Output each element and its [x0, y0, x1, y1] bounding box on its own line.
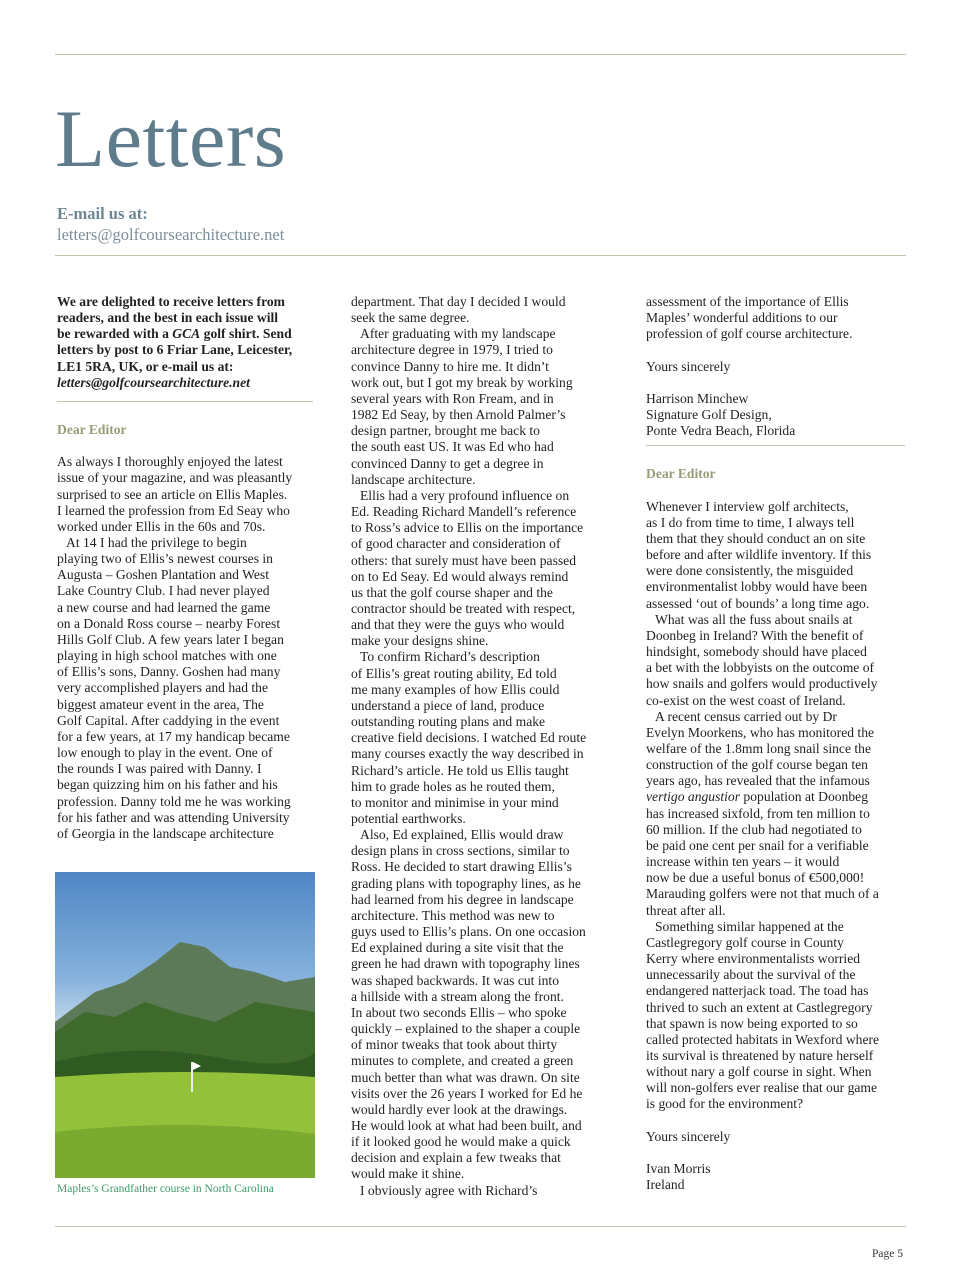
photo-caption: Maples’s Grandfather course in North Carolina — [57, 1183, 274, 1195]
letter-signature: Ivan Morris Ireland — [646, 1161, 711, 1193]
golf-course-image — [55, 872, 315, 1178]
letter-paragraph: department. That day I decided I would seek the same degree. — [351, 294, 566, 326]
page-title: Letters — [55, 93, 287, 184]
divider — [57, 401, 313, 402]
divider — [646, 445, 905, 446]
census-text: population at Doonbeg has increased sixfold, from ten million to 60 million. If the club had negotiated to be paid one cent per snail for a verifiable increase within ten years – it would now be due a useful bonus of €500,000! Marauding golfers were not that much of a threat after all. — [646, 789, 879, 918]
intro-text: golf shirt. Send letters by post to 6 Friar Lane, Leicester, LE1 5RA, UK, or e-mail us at: — [57, 326, 293, 374]
letter-paragraph: At 14 I had the privilege to begin playing two of Ellis’s newest courses in Augusta – Goshen Plantation and West Lake Country Club. I had never played a new course and had learned the game on a Donald Ross course – nearby Forest Hills Golf Club. A few years later I began playing in high school matches with one of Ellis’s sons, Danny. Goshen had many very accomplished players and had the biggest amateur event in the area, The Golf Capital. After caddying in the event for a few years, at 17 my handicap became low enough to play in the event. One of the rounds I was paired with Danny. I began quizzing him on his father and his profession. Danny told me he was working for his father and was attending University of Georgia in the landscape architecture — [57, 535, 291, 841]
top-rule — [55, 54, 906, 55]
letter-paragraph: Also, Ed explained, Ellis would draw design plans in cross sections, similar to Ross. He decided to start drawing Ellis’s grading plans with topography lines, as he had learned from his degree in landscape architecture. This method was new to guys used to Ellis’s plans. On one occasion Ed explained during a site visit that the green he had drawn with topography lines was shaped backwards. It was cut into a hillside with a stream along the front. In about two seconds Ellis – who spoke quickly – explained to the shaper a couple of minor tweaks that took about thirty minutes to complete, and created a green much better than what was drawn. On site visits over the 26 years I worked for Ed he would hardly ever look at the drawings. He would look at what had been built, and if it looked good he would make a quick decision and explain a few tweaks that would make it shine. — [351, 827, 586, 1182]
email-label: E-mail us at: — [57, 204, 148, 223]
letter-paragraph: What was all the fuss about snails at Doonbeg in Ireland? With the benefit of hindsight, somebody should have placed a bet with the lobbyists on the outcome of how snails and golfers would productively co-exist on the west coast of Ireland. — [646, 611, 878, 708]
letter-paragraph: I obviously agree with Richard’s — [360, 1182, 538, 1198]
letter-heading: Dear Editor — [57, 421, 127, 437]
letter-paragraph: Whenever I interview golf architects, as I do from time to time, I always tell them that they should conduct an on site before and after wildlife inventory. If this were done consistently, the misguided environmentalist lobby would have been assessed ‘out of bounds’ a long time ago. — [646, 498, 872, 611]
letter-heading: Dear Editor — [646, 466, 716, 482]
letter-paragraph: As always I thoroughly enjoyed the latest issue of your magazine, and was pleasantly surprised to see an article on Ellis Maples. I learned the profession from Ed Seay who worked under Ellis in the 60s and 70s. — [57, 454, 293, 534]
footer-rule — [55, 1226, 906, 1227]
letter-paragraph: After graduating with my landscape architecture degree in 1979, I tried to convince Danny to hire me. It didn’t work out, but I got my break by working several years with Ron Fream, and in 1982 Ed Seay, by then Arnold Palmer’s design partner, brought me back to the south east US. It was Ed who had convinced Danny to get a degree in landscape architecture. — [351, 326, 573, 487]
intro-gca: GCA — [172, 326, 201, 342]
letter-signoff: Yours sincerely — [646, 1128, 731, 1144]
golf-course-photo — [55, 872, 315, 1178]
column-2 — [351, 294, 611, 1199]
column-3 — [646, 294, 908, 1193]
letter-paragraph: Ellis had a very profound influence on Ed. Reading Richard Mandell’s reference to Ross’s advice to Ellis on the importance of good character and consideration of others: that surely must have been passed on to Ed Seay. Ed would always remind us that the golf course shaper and the contractor should be treated with respect, and that they were the guys who would make your designs shine. — [351, 487, 584, 649]
letter-paragraph — [646, 709, 908, 919]
page-number: Page 5 — [872, 1248, 903, 1260]
letter-paragraph: Something similar happened at the Castlegregory golf course in County Kerry where environmentalists worried unnecessarily about the survival of the endangered natterjack toad. The toad has thrived to such an extent at Castlegregory that spawn is now being exported to so called protected habitats in Wexford where its survival is threatened by nature herself without nary a golf course in sight. When will non-golfers ever realise that our game is good for the environment? — [646, 918, 880, 1112]
letter-paragraph: assessment of the importance of Ellis Maples’ wonderful additions to our profession of golf course architecture. — [646, 294, 853, 342]
letter-signoff: Yours sincerely — [646, 358, 731, 374]
header-rule — [55, 255, 906, 256]
letter-signature: Harrison Minchew Signature Golf Design, Ponte Vedra Beach, Florida — [646, 390, 796, 439]
submission-info — [57, 294, 315, 391]
letter-paragraph: To confirm Richard’s description of Ellis’s great routing ability, Ed told me many examples of how Ellis could understand a piece of land, produce outstanding routing plans and make creative field decisions. I watched Ed route many courses exactly the way described in Richard’s article. He told us Ellis taught him to grade holes as he routed them, to monitor and minimise in your mind potential earthworks. — [351, 649, 587, 826]
email-address-link[interactable]: letters@golfcoursearchitecture.net — [57, 225, 285, 244]
column-1 — [57, 294, 315, 842]
intro-email-link[interactable]: letters@golfcoursearchitecture.net — [57, 374, 250, 390]
intro-text: We are delighted to receive letters from readers, and the best in each issue will be rewarded with a — [57, 294, 285, 342]
census-text: A recent census carried out by Dr Evelyn Moorkens, who has monitored the welfare of the 1.8mm long snail since the construction of the golf course began ten years ago, has revealed that the infamous — [646, 708, 875, 789]
species-name: vertigo angustior — [646, 789, 741, 805]
